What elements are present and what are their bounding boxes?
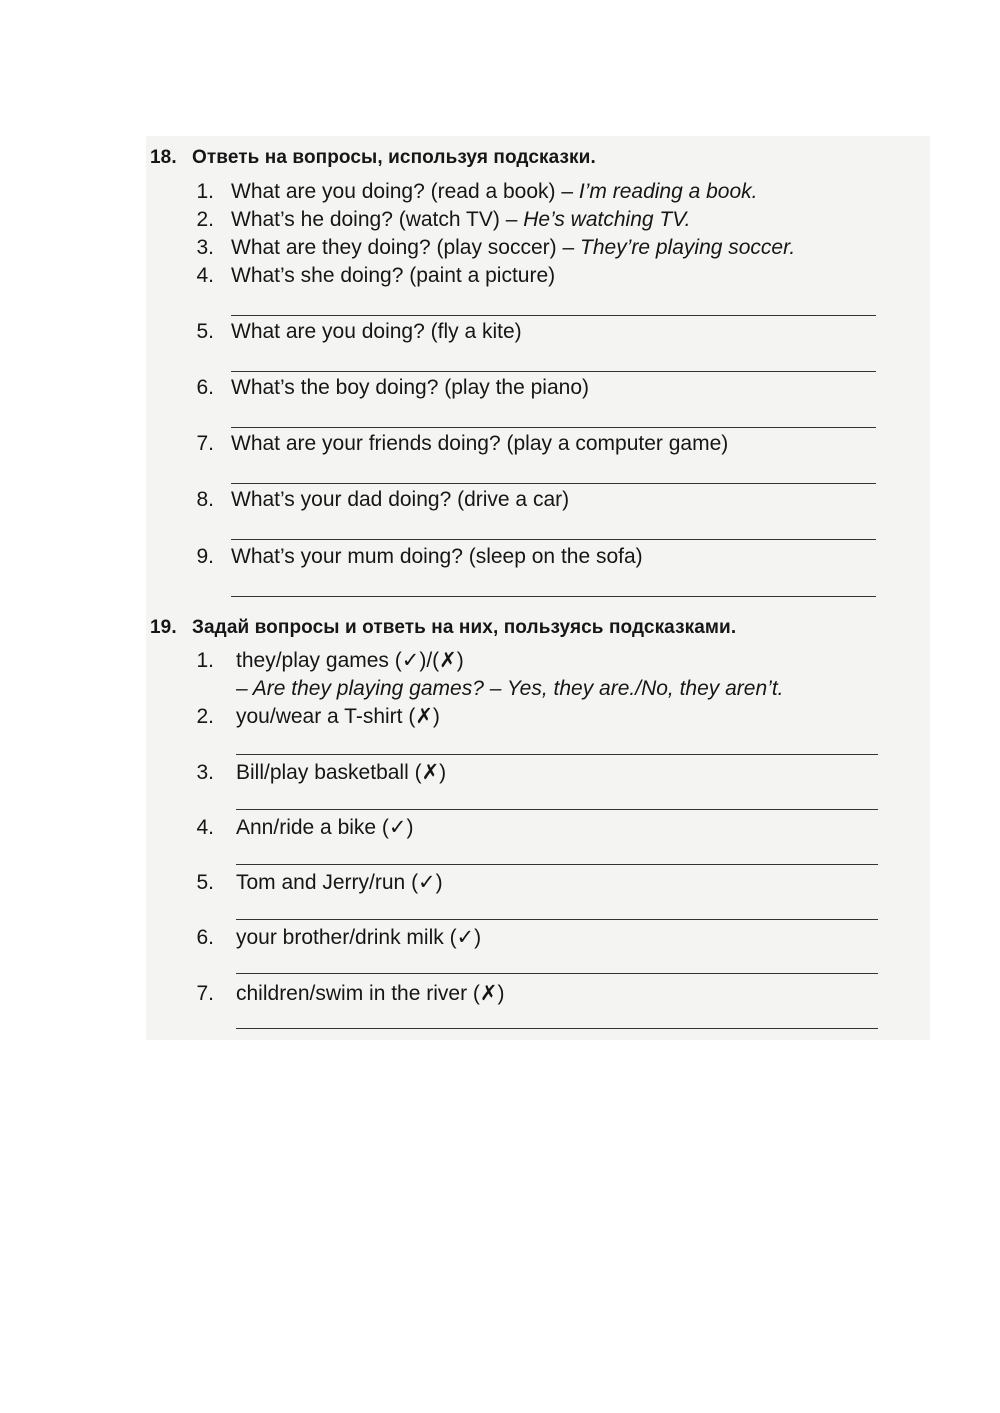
ex18-item-3-dash: – bbox=[556, 236, 581, 259]
exercise-18-heading bbox=[150, 147, 596, 169]
ex19-item-5-prompt: Tom and Jerry/run (✓) bbox=[236, 871, 443, 894]
ex18-item-4-number: 4. bbox=[196, 264, 214, 287]
ex19-item-2-prompt: you/wear a T-shirt (✗) bbox=[236, 705, 440, 728]
ex18-answer-line-7[interactable] bbox=[231, 483, 876, 484]
ex18-item-2-dash: – bbox=[499, 208, 524, 231]
ex18-item-2-answer: He’s watching TV. bbox=[523, 208, 691, 231]
ex18-item-7-number: 7. bbox=[196, 432, 214, 455]
ex19-item-6-number: 6. bbox=[196, 926, 214, 949]
ex19-answer-line-5[interactable] bbox=[236, 919, 878, 920]
ex18-item-1-answer: I’m reading a book. bbox=[578, 180, 758, 203]
ex18-item-5-number: 5. bbox=[196, 320, 214, 343]
ex19-item-4-number: 4. bbox=[196, 816, 214, 839]
ex18-answer-line-4[interactable] bbox=[231, 315, 876, 316]
ex18-answer-line-9[interactable] bbox=[231, 596, 876, 597]
ex18-item-1-dash: – bbox=[555, 180, 579, 203]
ex18-item-7-question: What are your friends doing? (play a computer game) bbox=[231, 432, 729, 455]
ex19-answer-line-3[interactable] bbox=[236, 809, 878, 810]
ex19-item-3-number: 3. bbox=[196, 761, 214, 784]
ex19-item-2-number: 2. bbox=[196, 705, 214, 728]
ex18-item-3-answer: They’re playing soccer. bbox=[580, 236, 796, 259]
ex19-item-1-prompt: they/play games (✓)/(✗) bbox=[236, 649, 464, 672]
exercise-18-instruction: Ответь на вопросы, используя подсказки. bbox=[192, 147, 596, 168]
ex18-answer-line-5[interactable] bbox=[231, 371, 876, 372]
ex19-item-1-number: 1. bbox=[196, 649, 214, 672]
ex19-answer-line-4[interactable] bbox=[236, 864, 878, 865]
ex18-item-3-number: 3. bbox=[196, 236, 214, 259]
ex19-item-1-example: – Are they playing games? – Yes, they are./No, they aren’t. bbox=[236, 677, 784, 700]
ex18-item-9-number: 9. bbox=[196, 545, 214, 568]
ex19-item-7-number: 7. bbox=[196, 982, 214, 1005]
ex19-answer-line-6[interactable] bbox=[236, 973, 878, 974]
ex18-item-2-number: 2. bbox=[196, 208, 214, 231]
exercise-19-instruction: Задай вопросы и ответь на них, пользуясь подсказками. bbox=[192, 617, 737, 638]
ex18-item-1-question: What are you doing? (read a book) bbox=[231, 180, 556, 203]
ex18-item-3-question: What are they doing? (play soccer) bbox=[231, 236, 557, 259]
ex18-item-6-number: 6. bbox=[196, 376, 214, 399]
ex18-item-9-question: What’s your mum doing? (sleep on the sofa) bbox=[231, 545, 643, 568]
ex19-item-7-prompt: children/swim in the river (✗) bbox=[236, 982, 505, 1005]
ex19-item-3-prompt: Bill/play basketball (✗) bbox=[236, 761, 447, 784]
ex19-item-5-number: 5. bbox=[196, 871, 214, 894]
exercise-19-heading bbox=[150, 617, 736, 639]
exercise-18-number: 18. bbox=[150, 147, 177, 168]
ex19-answer-line-2[interactable] bbox=[236, 754, 878, 755]
ex18-item-6-question: What’s the boy doing? (play the piano) bbox=[231, 376, 590, 399]
ex19-item-6-prompt: your brother/drink milk (✓) bbox=[236, 926, 482, 949]
ex18-item-4-question: What’s she doing? (paint a picture) bbox=[231, 264, 556, 287]
ex18-item-5-question: What are you doing? (fly a kite) bbox=[231, 320, 522, 343]
ex18-item-8-number: 8. bbox=[196, 488, 214, 511]
ex19-answer-line-7[interactable] bbox=[236, 1028, 878, 1029]
ex18-answer-line-6[interactable] bbox=[231, 427, 876, 428]
ex18-item-2-question: What’s he doing? (watch TV) bbox=[231, 208, 500, 231]
ex18-item-8-question: What’s your dad doing? (drive a car) bbox=[231, 488, 570, 511]
ex19-item-4-prompt: Ann/ride a bike (✓) bbox=[236, 816, 414, 839]
ex18-answer-line-8[interactable] bbox=[231, 539, 876, 540]
ex18-item-1-number: 1. bbox=[196, 180, 214, 203]
exercise-19-number: 19. bbox=[150, 617, 177, 638]
